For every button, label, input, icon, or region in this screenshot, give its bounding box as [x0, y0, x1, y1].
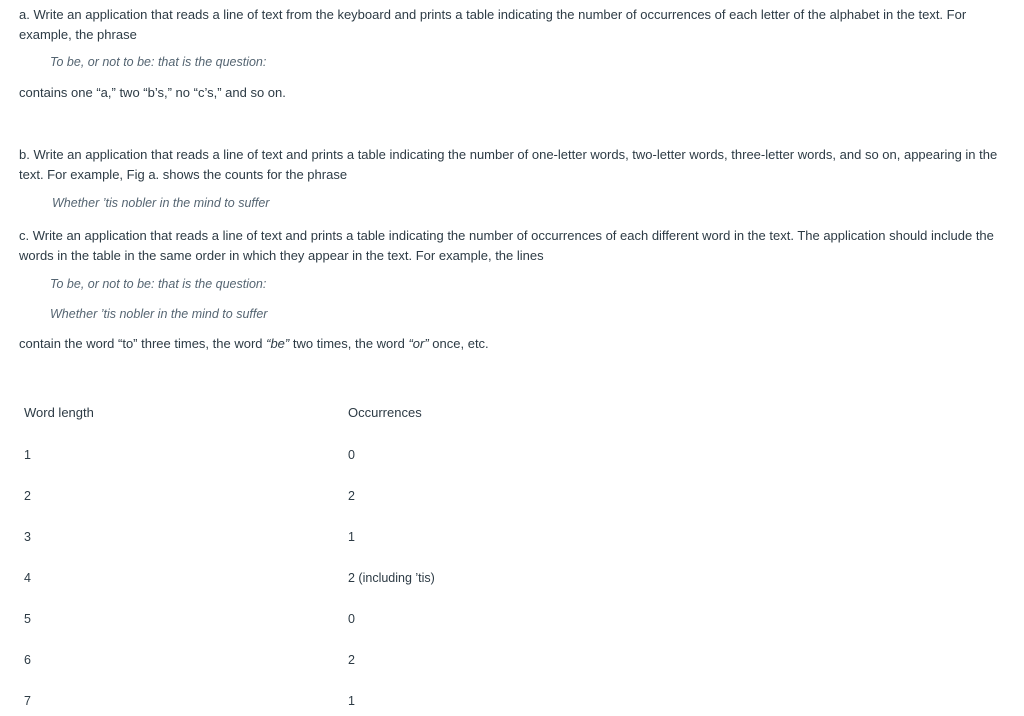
table-cell-length: 1: [24, 448, 31, 462]
part-c-after-2: two times, the word: [289, 336, 409, 351]
part-a-quote: To be, or not to be: that is the question:: [50, 55, 267, 69]
table-cell-occurrences: 1: [348, 694, 355, 708]
part-b-quote: Whether ’tis nobler in the mind to suffer: [52, 196, 270, 210]
part-a-text: Write an application that reads a line of text from the keyboard and prints a table indicating the number of occurrences of each letter of the alphabet in the text. For example, the phrase: [19, 7, 967, 42]
table-cell-occurrences: 2: [348, 653, 355, 667]
column-header-occurrences: Occurrences: [348, 405, 422, 420]
table-cell-length: 4: [24, 571, 31, 585]
part-b-text: Write an application that reads a line of text and prints a table indicating the number of one-letter words, two-letter words, three-letter words, and so on, appearing in the text. For example, Fig a. shows the counts for the phrase: [19, 147, 998, 182]
part-b-label: b.: [19, 147, 30, 162]
part-c-quote-2: Whether ’tis nobler in the mind to suffer: [50, 307, 268, 321]
column-header-word-length: Word length: [24, 405, 94, 420]
table-cell-length: 6: [24, 653, 31, 667]
part-c-after-3: once, etc.: [428, 336, 489, 351]
table-cell-length: 2: [24, 489, 31, 503]
part-b-paragraph: [19, 145, 1009, 184]
table-cell-occurrences: 2: [348, 489, 355, 503]
part-c-after: [19, 334, 1009, 354]
part-a-paragraph: [19, 5, 1009, 44]
table-cell-length: 5: [24, 612, 31, 626]
table-cell-length: 7: [24, 694, 31, 708]
part-c-paragraph: [19, 226, 1009, 265]
part-c-quote-1: To be, or not to be: that is the question:: [50, 277, 267, 291]
part-a-label: a.: [19, 7, 30, 22]
part-a-after: contains one “a,” two “b’s,” no “c’s,” and so on.: [19, 85, 286, 100]
part-c-after-be: “be”: [266, 336, 290, 351]
table-cell-occurrences: 2 (including ’tis): [348, 571, 435, 585]
part-c-after-1: contain the word “to” three times, the word: [19, 336, 267, 351]
table-cell-occurrences: 1: [348, 530, 355, 544]
table-cell-occurrences: 0: [348, 448, 355, 462]
table-cell-length: 3: [24, 530, 31, 544]
part-c-label: c.: [19, 228, 30, 243]
part-c-text: Write an application that reads a line of text and prints a table indicating the number of occurrences of each different word in the text. The application should include the words in the table in the same order in which they appear in the text. For example, the lines: [19, 228, 994, 263]
part-c-after-or: “or”: [408, 336, 429, 351]
table-cell-occurrences: 0: [348, 612, 355, 626]
